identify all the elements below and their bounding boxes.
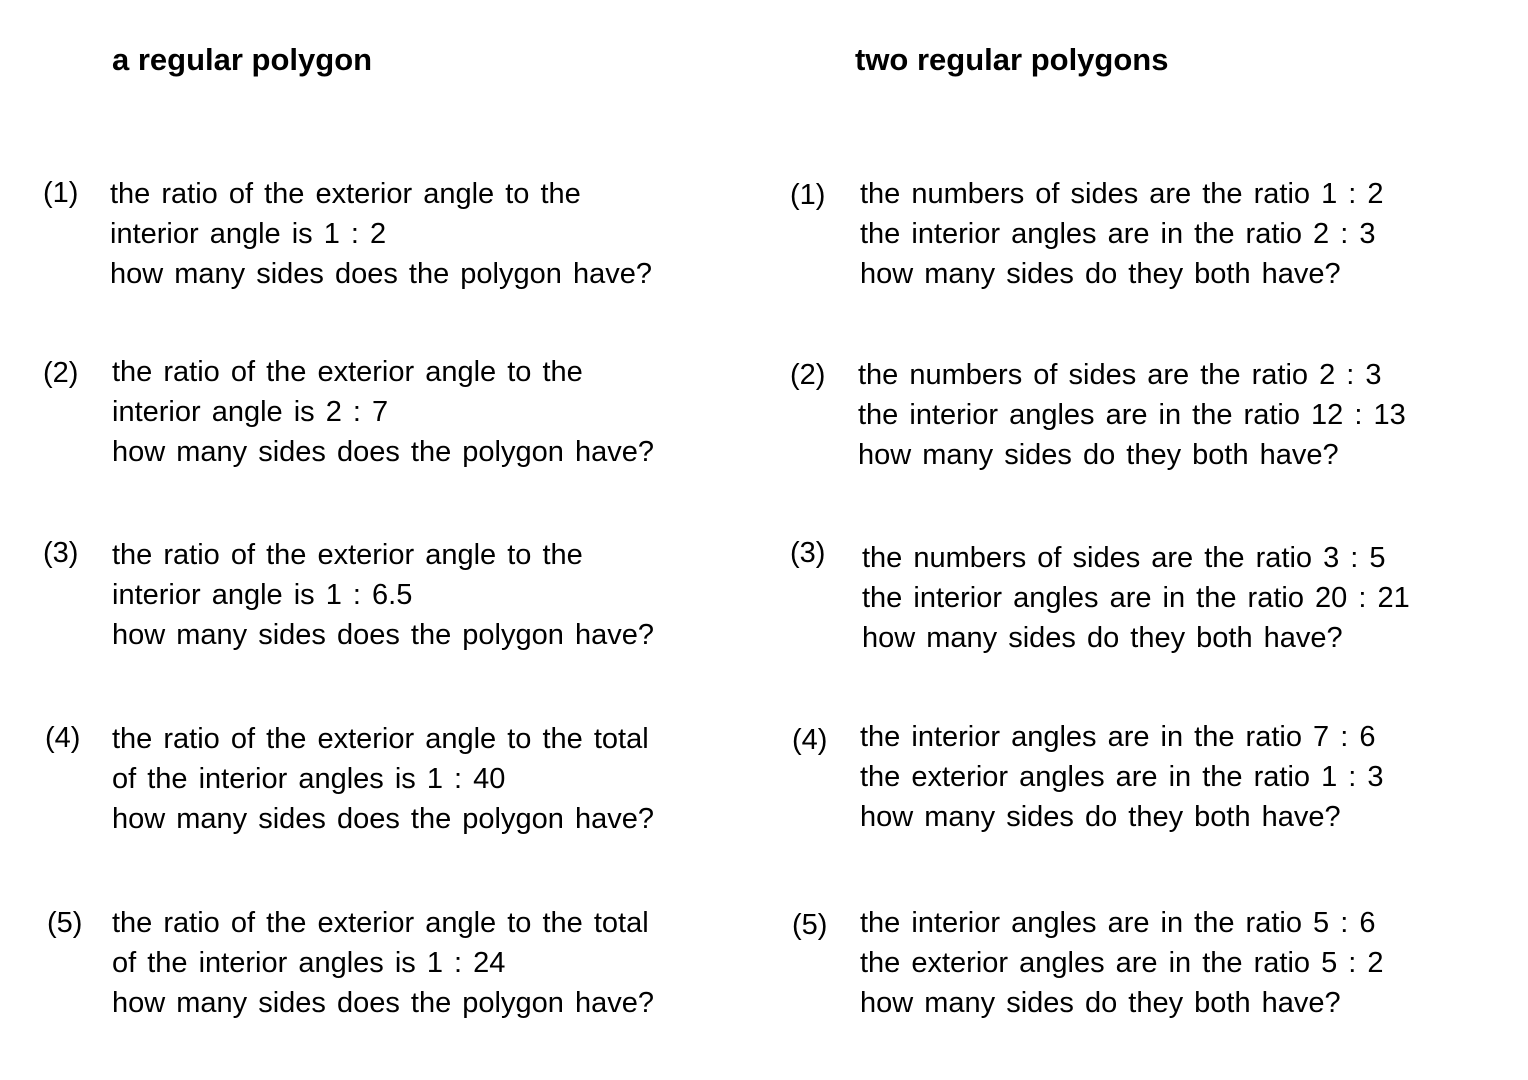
question-line: interior angle is 2 : 7: [112, 396, 389, 428]
question-line: how many sides do they both have?: [862, 622, 1343, 654]
question-line: how many sides do they both have?: [860, 801, 1341, 833]
left-question-5-number: (5): [47, 907, 83, 939]
right-question-3: [862, 538, 1410, 658]
left-question-1-number: (1): [43, 177, 79, 209]
question-line: the ratio of the exterior angle to the: [110, 178, 581, 210]
question-line: how many sides does the polygon have?: [112, 436, 654, 468]
question-line: the exterior angles are in the ratio 1 : 3: [860, 761, 1384, 793]
left-question-3-number: (3): [43, 537, 79, 569]
left-question-4-number: (4): [45, 722, 81, 754]
question-line: the ratio of the exterior angle to the: [112, 539, 583, 571]
question-line: the interior angles are in the ratio 2 : 3: [860, 218, 1376, 250]
question-line: how many sides does the polygon have?: [112, 803, 654, 835]
question-line: the numbers of sides are the ratio 3 : 5: [862, 542, 1386, 574]
question-line: of the interior angles is 1 : 40: [112, 763, 506, 795]
question-line: the numbers of sides are the ratio 1 : 2: [860, 178, 1384, 210]
right-question-4: [860, 717, 1384, 837]
right-question-3-number: (3): [790, 537, 826, 569]
question-line: the ratio of the exterior angle to the total: [112, 723, 649, 755]
question-line: how many sides does the polygon have?: [112, 619, 654, 651]
right-question-5-number: (5): [792, 909, 828, 941]
question-line: the interior angles are in the ratio 12 : 13: [858, 399, 1406, 431]
heading-regular-polygon: a regular polygon: [112, 42, 373, 77]
right-question-1-number: (1): [790, 179, 826, 211]
right-question-2: [858, 355, 1406, 475]
question-line: the exterior angles are in the ratio 5 : 2: [860, 947, 1384, 979]
question-line: the interior angles are in the ratio 7 : 6: [860, 721, 1376, 753]
right-question-1: [860, 174, 1384, 294]
question-line: how many sides do they both have?: [860, 258, 1341, 290]
heading-two-regular-polygons: two regular polygons: [855, 42, 1169, 77]
right-question-2-number: (2): [790, 359, 826, 391]
left-question-3: [112, 535, 654, 655]
question-line: of the interior angles is 1 : 24: [112, 947, 506, 979]
question-line: the ratio of the exterior angle to the: [112, 356, 583, 388]
question-line: the interior angles are in the ratio 20 : 21: [862, 582, 1410, 614]
question-line: interior angle is 1 : 6.5: [112, 579, 413, 611]
question-line: the interior angles are in the ratio 5 : 6: [860, 907, 1376, 939]
question-line: interior angle is 1 : 2: [110, 218, 387, 250]
question-line: how many sides does the polygon have?: [110, 258, 652, 290]
left-question-2: [112, 352, 654, 472]
left-question-2-number: (2): [43, 357, 79, 389]
left-question-4: [112, 719, 654, 839]
question-line: how many sides does the polygon have?: [112, 987, 654, 1019]
right-question-5: [860, 903, 1384, 1023]
question-line: how many sides do they both have?: [860, 987, 1341, 1019]
question-line: the ratio of the exterior angle to the total: [112, 907, 649, 939]
question-line: how many sides do they both have?: [858, 439, 1339, 471]
left-question-1: [110, 174, 652, 294]
question-line: the numbers of sides are the ratio 2 : 3: [858, 359, 1382, 391]
left-question-5: [112, 903, 654, 1023]
right-question-4-number: (4): [792, 724, 828, 756]
